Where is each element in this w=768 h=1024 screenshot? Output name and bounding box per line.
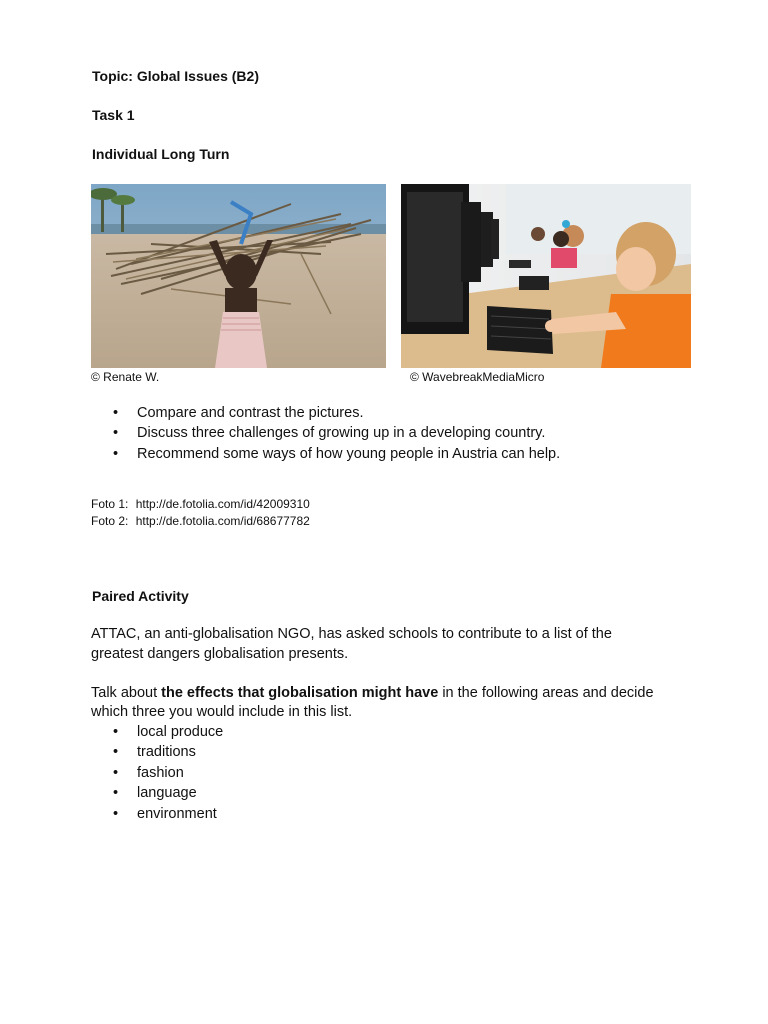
photo-girl-firewood [91,184,386,368]
task-bullet-text: Discuss three challenges of growing up in a developing country. [137,425,546,442]
photo-credit-2: © WavebreakMediaMicro [410,370,545,384]
task-bullet-text: Compare and contrast the pictures. [137,405,364,421]
source-label: Foto 1: [91,497,129,511]
area-item [0,763,223,783]
area-text: traditions [137,744,196,761]
task-bullet-list [0,403,560,464]
photo-credit-1: © Renate W. [91,370,160,384]
task-heading: Task 1 [92,107,135,123]
paired-intro-line-2: greatest dangers globalisation presents. [91,646,349,662]
talk-about-line-2: which three you would include in this list. [91,704,353,720]
area-item [0,722,223,742]
area-text: fashion [137,764,184,781]
area-text: environment [137,805,217,822]
task-bullet-item [0,403,560,423]
talk-emphasis: the effects that globalisation might have [161,685,439,701]
paired-intro-line-1: ATTAC, an anti-globalisation NGO, has asked schools to contribute to a list of the [91,626,612,642]
photo-children-computers [401,184,691,368]
task-bullet-text: Recommend some ways of how young people in Austria can help. [137,445,561,462]
source-url: http://de.fotolia.com/id/68677782 [135,514,310,528]
topic-heading: Topic: Global Issues (B2) [92,68,259,84]
area-item [0,804,223,824]
source-label: Foto 2: [91,514,129,528]
task-bullet-item [0,423,560,443]
talk-about-line [91,683,654,703]
area-text: local produce [137,724,224,740]
area-item [0,783,223,803]
paired-activity-heading: Paired Activity [92,588,189,604]
source-url: http://de.fotolia.com/id/42009310 [135,497,310,511]
area-text: language [137,785,197,802]
talk-prefix: Talk about [91,685,162,701]
area-item [0,742,223,762]
source-line-1 [91,497,310,511]
talk-suffix: in the following areas and decide [438,685,654,701]
source-line-2 [91,514,310,528]
long-turn-heading: Individual Long Turn [92,146,230,162]
task-bullet-item [0,444,560,464]
areas-bullet-list [0,722,223,824]
